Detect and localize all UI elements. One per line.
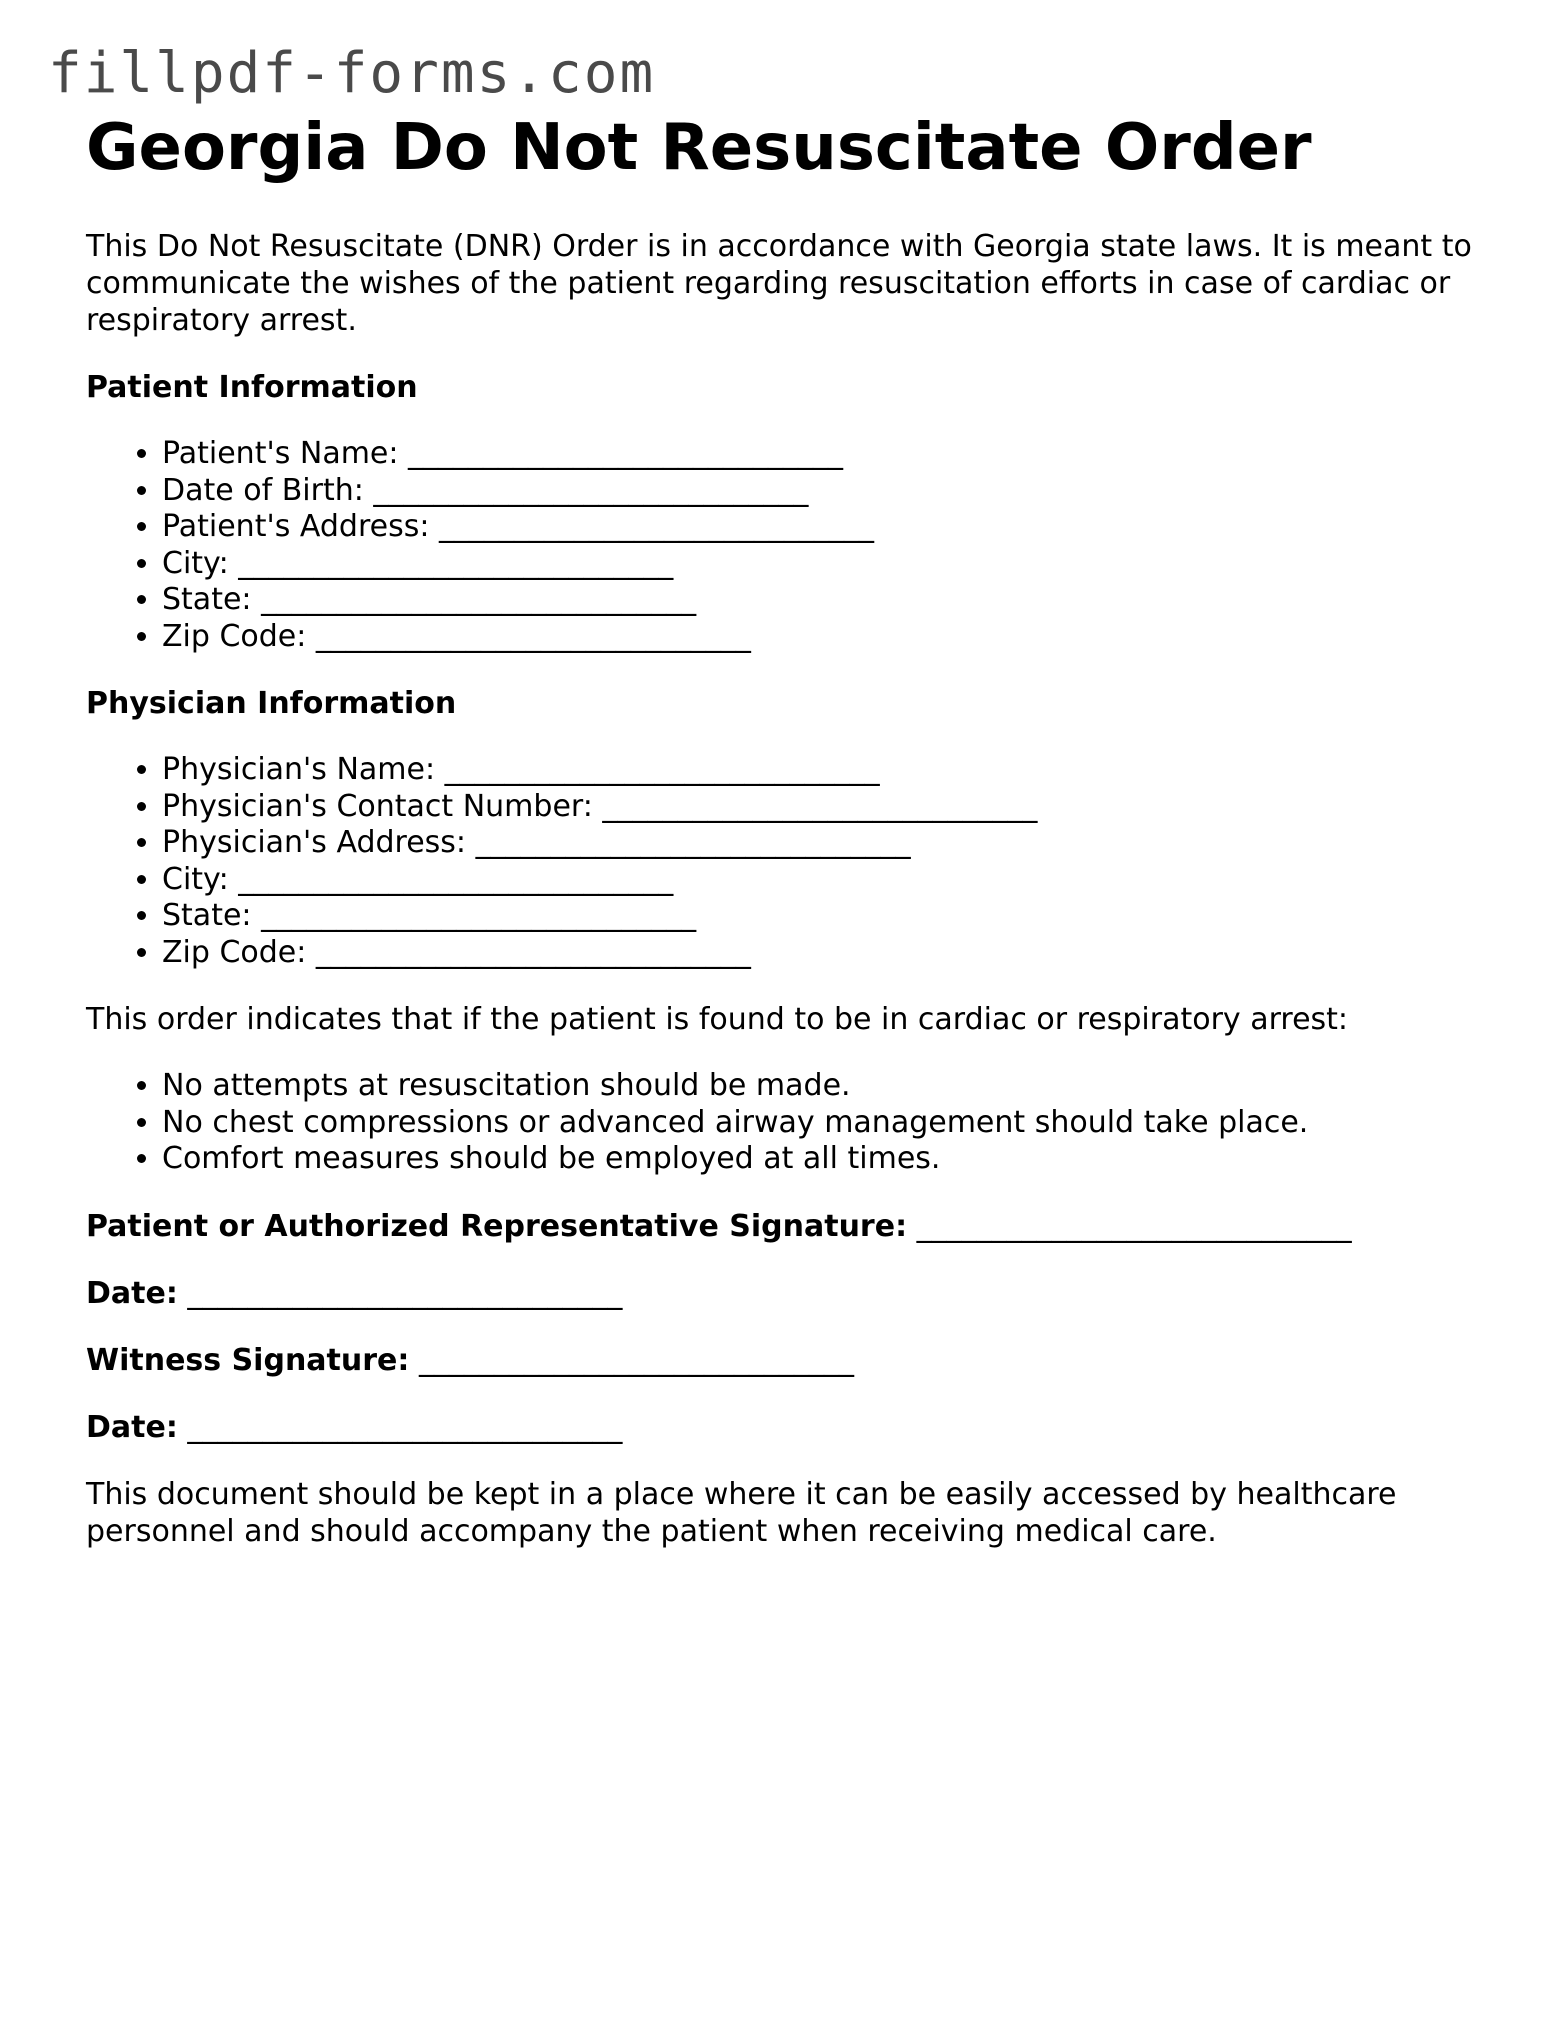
patient-name-field[interactable]: • Patient's Name: _____________________________ xyxy=(162,436,1486,473)
intro-paragraph: This Do Not Resuscitate (DNR) Order is in accordance with Georgia state laws. It is meant to communicate the wishes of the patient regarding resuscitation efforts in case of cardiac or respiratory arrest. xyxy=(86,229,1472,338)
closing-paragraph: This document should be kept in a place where it can be easily accessed by healthcare personnel and should accompany the patient when receiving medical care. xyxy=(86,1476,1397,1549)
document-page xyxy=(86,108,1486,1580)
physician-city-field[interactable]: • City: _____________________________ xyxy=(162,862,1486,899)
patient-zip-field[interactable]: • Zip Code: _____________________________ xyxy=(162,619,1486,656)
physician-info-list xyxy=(86,752,1486,971)
order-lead: This order indicates that if the patient is found to be in cardiac or respiratory arrest: xyxy=(86,1002,1349,1037)
physician-name-field[interactable]: • Physician's Name: _____________________________ xyxy=(162,752,1486,789)
physician-zip-field[interactable]: • Zip Code: _____________________________ xyxy=(162,935,1486,972)
patient-address-field[interactable]: • Patient's Address: _____________________________ xyxy=(162,509,1486,546)
order-item: • No chest compressions or advanced airway management should take place. xyxy=(162,1105,1486,1142)
physician-state-field[interactable]: • State: _____________________________ xyxy=(162,898,1486,935)
physician-address-field[interactable]: • Physician's Address: _____________________________ xyxy=(162,825,1486,862)
page-title: Georgia Do Not Resuscitate Order xyxy=(86,111,1312,185)
date-field-2[interactable]: Date: _____________________________ xyxy=(86,1409,623,1445)
order-item: • Comfort measures should be employed at all times. xyxy=(162,1141,1486,1178)
order-list xyxy=(86,1068,1486,1178)
date-of-birth-field[interactable]: • Date of Birth: _____________________________ xyxy=(162,473,1486,510)
patient-info-heading: Patient Information xyxy=(86,370,418,405)
patient-signature-field[interactable]: Patient or Authorized Representative Signature: _____________________________ xyxy=(86,1208,1352,1244)
patient-info-list xyxy=(86,436,1486,655)
physician-info-heading: Physician Information xyxy=(86,686,457,721)
order-item: • No attempts at resuscitation should be made. xyxy=(162,1068,1486,1105)
physician-contact-field[interactable]: • Physician's Contact Number: _____________________________ xyxy=(162,789,1486,826)
witness-signature-field[interactable]: Witness Signature: _____________________________ xyxy=(86,1342,854,1378)
patient-state-field[interactable]: • State: _____________________________ xyxy=(162,582,1486,619)
watermark: fillpdf-forms.com xyxy=(48,41,656,106)
date-field-1[interactable]: Date: _____________________________ xyxy=(86,1275,623,1311)
patient-city-field[interactable]: • City: _____________________________ xyxy=(162,546,1486,583)
